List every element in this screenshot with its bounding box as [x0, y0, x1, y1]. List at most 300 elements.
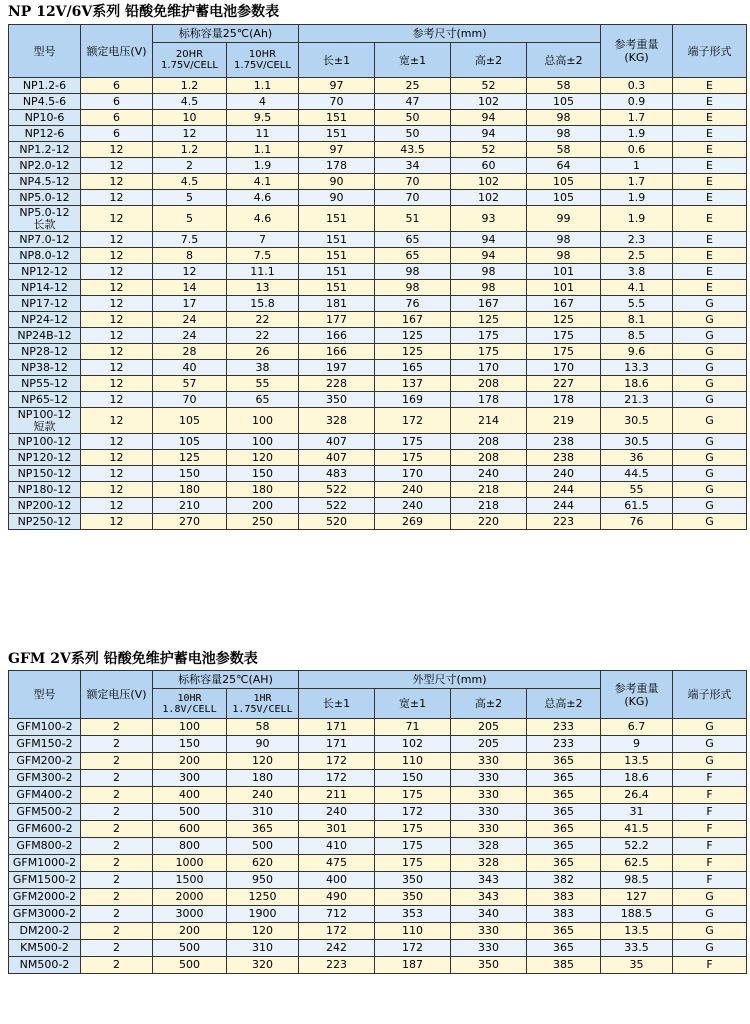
- cell-capacity-b: 38: [227, 360, 299, 376]
- cell-total-height: 98: [527, 248, 601, 264]
- cell-capacity-a: 8: [153, 248, 227, 264]
- cell-width: 125: [375, 344, 451, 360]
- cell-height: 208: [451, 434, 527, 450]
- table-row: [9, 312, 747, 328]
- cell-terminal: E: [673, 94, 747, 110]
- header-height: 高±2: [451, 43, 527, 78]
- cell-length: 70: [299, 94, 375, 110]
- cell-capacity-b: 4.6: [227, 190, 299, 206]
- cell-capacity-b: 11.1: [227, 264, 299, 280]
- cell-terminal: F: [673, 821, 747, 838]
- cell-height: 330: [451, 923, 527, 940]
- cell-length: 223: [299, 957, 375, 974]
- cell-model: NP8.0-12: [9, 248, 81, 264]
- cell-model: NP100-12: [9, 434, 81, 450]
- cell-capacity-a: 150: [153, 466, 227, 482]
- cell-voltage: 12: [81, 360, 153, 376]
- cell-terminal: G: [673, 482, 747, 498]
- table-row: [9, 248, 747, 264]
- cell-terminal: F: [673, 957, 747, 974]
- cell-width: 240: [375, 482, 451, 498]
- cell-total-height: 365: [527, 770, 601, 787]
- cell-voltage: 2: [81, 838, 153, 855]
- cell-total-height: 175: [527, 328, 601, 344]
- cell-height: 330: [451, 940, 527, 957]
- cell-voltage: 2: [81, 787, 153, 804]
- cell-capacity-b: 7.5: [227, 248, 299, 264]
- cell-voltage: 12: [81, 498, 153, 514]
- header-width: 宽±1: [375, 43, 451, 78]
- table-row: [9, 296, 747, 312]
- table-row: [9, 482, 747, 498]
- table-row: [9, 408, 747, 434]
- cell-voltage: 2: [81, 770, 153, 787]
- cell-capacity-b: 65: [227, 392, 299, 408]
- cell-height: 102: [451, 174, 527, 190]
- cell-capacity-b: 320: [227, 957, 299, 974]
- cell-total-height: 244: [527, 482, 601, 498]
- cell-weight: 127: [601, 889, 673, 906]
- cell-total-height: 233: [527, 736, 601, 753]
- cell-weight: 30.5: [601, 434, 673, 450]
- cell-voltage: 12: [81, 174, 153, 190]
- cell-length: 151: [299, 110, 375, 126]
- cell-model: DM200-2: [9, 923, 81, 940]
- cell-weight: 62.5: [601, 855, 673, 872]
- cell-weight: 1.7: [601, 110, 673, 126]
- cell-height: 340: [451, 906, 527, 923]
- cell-weight: 41.5: [601, 821, 673, 838]
- cell-width: 98: [375, 264, 451, 280]
- cell-voltage: 12: [81, 312, 153, 328]
- cell-capacity-b: 620: [227, 855, 299, 872]
- cell-model: NP12-6: [9, 126, 81, 142]
- cell-width: 110: [375, 753, 451, 770]
- cell-model: GFM400-2: [9, 787, 81, 804]
- cell-height: 208: [451, 376, 527, 392]
- cell-height: 52: [451, 78, 527, 94]
- table-row: [9, 889, 747, 906]
- cell-model: NP200-12: [9, 498, 81, 514]
- header-cap-1hr: 1HR 1.75V/CELL: [227, 689, 299, 719]
- cell-model: NP100-12 短款: [9, 408, 81, 434]
- header-capacity: 标称容量25℃(AH): [153, 671, 299, 689]
- cell-capacity-b: 250: [227, 514, 299, 530]
- cell-weight: 0.6: [601, 142, 673, 158]
- cell-weight: 2.3: [601, 232, 673, 248]
- cell-capacity-b: 55: [227, 376, 299, 392]
- cell-voltage: 6: [81, 126, 153, 142]
- table-row: [9, 753, 747, 770]
- cell-capacity-a: 2: [153, 158, 227, 174]
- cell-voltage: 2: [81, 940, 153, 957]
- cell-capacity-b: 100: [227, 434, 299, 450]
- cell-voltage: 12: [81, 206, 153, 232]
- cell-width: 50: [375, 110, 451, 126]
- cell-width: 50: [375, 126, 451, 142]
- cell-capacity-a: 600: [153, 821, 227, 838]
- table-row: [9, 736, 747, 753]
- cell-total-height: 58: [527, 142, 601, 158]
- cell-weight: 13.5: [601, 753, 673, 770]
- cell-capacity-a: 1500: [153, 872, 227, 889]
- cell-model: NP4.5-6: [9, 94, 81, 110]
- cell-voltage: 12: [81, 264, 153, 280]
- cell-capacity-b: 26: [227, 344, 299, 360]
- cell-length: 483: [299, 466, 375, 482]
- cell-total-height: 365: [527, 855, 601, 872]
- table-row: [9, 514, 747, 530]
- gfm-spec-table: [8, 670, 747, 974]
- cell-terminal: E: [673, 248, 747, 264]
- cell-terminal: E: [673, 264, 747, 280]
- cell-weight: 55: [601, 482, 673, 498]
- cell-total-height: 99: [527, 206, 601, 232]
- cell-voltage: 2: [81, 906, 153, 923]
- cell-height: 343: [451, 889, 527, 906]
- cell-capacity-a: 800: [153, 838, 227, 855]
- cell-length: 166: [299, 328, 375, 344]
- cell-height: 170: [451, 360, 527, 376]
- cell-capacity-b: 4: [227, 94, 299, 110]
- cell-voltage: 2: [81, 855, 153, 872]
- cell-height: 205: [451, 736, 527, 753]
- cell-model: NP4.5-12: [9, 174, 81, 190]
- cell-voltage: 6: [81, 110, 153, 126]
- header-dimensions: 外型尺寸(mm): [299, 671, 601, 689]
- cell-voltage: 2: [81, 923, 153, 940]
- cell-width: 169: [375, 392, 451, 408]
- cell-width: 350: [375, 872, 451, 889]
- cell-weight: 8.5: [601, 328, 673, 344]
- cell-capacity-a: 1.2: [153, 78, 227, 94]
- cell-weight: 9: [601, 736, 673, 753]
- cell-width: 269: [375, 514, 451, 530]
- cell-capacity-b: 13: [227, 280, 299, 296]
- cell-weight: 18.6: [601, 376, 673, 392]
- cell-model: GFM150-2: [9, 736, 81, 753]
- cell-terminal: G: [673, 923, 747, 940]
- cell-width: 70: [375, 190, 451, 206]
- cell-length: 407: [299, 434, 375, 450]
- table-row: [9, 906, 747, 923]
- cell-weight: 18.6: [601, 770, 673, 787]
- cell-total-height: 175: [527, 344, 601, 360]
- cell-capacity-a: 105: [153, 408, 227, 434]
- cell-capacity-a: 1.2: [153, 142, 227, 158]
- cell-model: NP17-12: [9, 296, 81, 312]
- cell-terminal: G: [673, 344, 747, 360]
- cell-capacity-a: 180: [153, 482, 227, 498]
- cell-capacity-a: 4.5: [153, 174, 227, 190]
- cell-length: 97: [299, 142, 375, 158]
- header-terminal: 端子形式: [673, 25, 747, 78]
- cell-model: GFM1000-2: [9, 855, 81, 872]
- header-voltage: 额定电压(V): [81, 671, 153, 719]
- cell-width: 110: [375, 923, 451, 940]
- cell-voltage: 12: [81, 482, 153, 498]
- cell-terminal: G: [673, 312, 747, 328]
- table-row: [9, 787, 747, 804]
- cell-length: 166: [299, 344, 375, 360]
- cell-length: 407: [299, 450, 375, 466]
- header-width: 宽±1: [375, 689, 451, 719]
- cell-terminal: E: [673, 174, 747, 190]
- table-row: [9, 174, 747, 190]
- cell-voltage: 12: [81, 466, 153, 482]
- cell-weight: 1.9: [601, 126, 673, 142]
- table-row: [9, 838, 747, 855]
- cell-height: 214: [451, 408, 527, 434]
- cell-capacity-b: 1.1: [227, 142, 299, 158]
- cell-height: 330: [451, 770, 527, 787]
- cell-capacity-a: 70: [153, 392, 227, 408]
- cell-weight: 30.5: [601, 408, 673, 434]
- cell-terminal: G: [673, 376, 747, 392]
- cell-capacity-b: 22: [227, 312, 299, 328]
- cell-width: 125: [375, 328, 451, 344]
- cell-total-height: 167: [527, 296, 601, 312]
- cell-capacity-a: 12: [153, 264, 227, 280]
- cell-capacity-b: 4.6: [227, 206, 299, 232]
- cell-capacity-a: 300: [153, 770, 227, 787]
- cell-voltage: 2: [81, 804, 153, 821]
- table-row: [9, 804, 747, 821]
- cell-voltage: 2: [81, 719, 153, 736]
- cell-height: 350: [451, 957, 527, 974]
- cell-capacity-b: 100: [227, 408, 299, 434]
- cell-total-height: 365: [527, 838, 601, 855]
- cell-weight: 0.9: [601, 94, 673, 110]
- cell-voltage: 6: [81, 94, 153, 110]
- cell-terminal: G: [673, 360, 747, 376]
- cell-width: 187: [375, 957, 451, 974]
- cell-terminal: F: [673, 804, 747, 821]
- cell-width: 76: [375, 296, 451, 312]
- cell-model: NP150-12: [9, 466, 81, 482]
- cell-length: 522: [299, 482, 375, 498]
- cell-total-height: 98: [527, 126, 601, 142]
- cell-model: NP14-12: [9, 280, 81, 296]
- cell-terminal: G: [673, 434, 747, 450]
- cell-capacity-b: 150: [227, 466, 299, 482]
- table-row: [9, 94, 747, 110]
- header-cap-10hr: 10HR 1.8V/CELL: [153, 689, 227, 719]
- cell-total-height: 105: [527, 94, 601, 110]
- header-model: 型号: [9, 25, 81, 78]
- table-row: [9, 434, 747, 450]
- cell-total-height: 365: [527, 940, 601, 957]
- cell-terminal: G: [673, 450, 747, 466]
- cell-model: GFM600-2: [9, 821, 81, 838]
- cell-capacity-a: 57: [153, 376, 227, 392]
- header-cap-20hr: 20HR 1.75V/CELL: [153, 43, 227, 78]
- cell-height: 94: [451, 126, 527, 142]
- cell-voltage: 12: [81, 296, 153, 312]
- cell-weight: 4.1: [601, 280, 673, 296]
- cell-capacity-b: 180: [227, 482, 299, 498]
- header-model: 型号: [9, 671, 81, 719]
- cell-capacity-a: 500: [153, 940, 227, 957]
- table-row: [9, 126, 747, 142]
- cell-terminal: F: [673, 838, 747, 855]
- cell-weight: 6.7: [601, 719, 673, 736]
- cell-terminal: E: [673, 206, 747, 232]
- header-height: 高±2: [451, 689, 527, 719]
- cell-length: 490: [299, 889, 375, 906]
- cell-voltage: 2: [81, 889, 153, 906]
- cell-weight: 31: [601, 804, 673, 821]
- header-dimensions: 参考尺寸(mm): [299, 25, 601, 43]
- cell-terminal: E: [673, 158, 747, 174]
- cell-terminal: G: [673, 940, 747, 957]
- cell-width: 167: [375, 312, 451, 328]
- cell-weight: 76: [601, 514, 673, 530]
- cell-width: 172: [375, 940, 451, 957]
- cell-length: 151: [299, 280, 375, 296]
- cell-voltage: 12: [81, 328, 153, 344]
- header-cap-10hr: 10HR 1.75V/CELL: [227, 43, 299, 78]
- cell-terminal: G: [673, 408, 747, 434]
- cell-voltage: 12: [81, 344, 153, 360]
- cell-height: 218: [451, 498, 527, 514]
- cell-terminal: E: [673, 190, 747, 206]
- table-row: [9, 190, 747, 206]
- cell-weight: 3.8: [601, 264, 673, 280]
- cell-height: 175: [451, 344, 527, 360]
- np-table-title: NP 12V/6V系列 铅酸免维护蓄电池参数表: [8, 4, 280, 20]
- table-row: [9, 923, 747, 940]
- cell-model: GFM300-2: [9, 770, 81, 787]
- cell-width: 175: [375, 855, 451, 872]
- cell-model: NP120-12: [9, 450, 81, 466]
- table-row: [9, 821, 747, 838]
- cell-total-height: 98: [527, 110, 601, 126]
- cell-model: GFM100-2: [9, 719, 81, 736]
- cell-terminal: G: [673, 328, 747, 344]
- cell-height: 220: [451, 514, 527, 530]
- cell-capacity-b: 200: [227, 498, 299, 514]
- header-length: 长±1: [299, 43, 375, 78]
- cell-terminal: F: [673, 770, 747, 787]
- cell-capacity-b: 310: [227, 804, 299, 821]
- table-row: [9, 957, 747, 974]
- cell-width: 43.5: [375, 142, 451, 158]
- cell-model: KM500-2: [9, 940, 81, 957]
- cell-capacity-b: 950: [227, 872, 299, 889]
- cell-weight: 1.7: [601, 174, 673, 190]
- cell-terminal: E: [673, 280, 747, 296]
- cell-capacity-a: 5: [153, 190, 227, 206]
- cell-capacity-a: 28: [153, 344, 227, 360]
- cell-width: 51: [375, 206, 451, 232]
- cell-width: 98: [375, 280, 451, 296]
- cell-length: 90: [299, 174, 375, 190]
- cell-capacity-b: 11: [227, 126, 299, 142]
- cell-capacity-a: 5: [153, 206, 227, 232]
- cell-voltage: 12: [81, 280, 153, 296]
- cell-voltage: 6: [81, 78, 153, 94]
- cell-model: NP1.2-12: [9, 142, 81, 158]
- cell-model: NP2.0-12: [9, 158, 81, 174]
- cell-total-height: 365: [527, 753, 601, 770]
- cell-voltage: 12: [81, 142, 153, 158]
- cell-capacity-a: 24: [153, 312, 227, 328]
- cell-width: 70: [375, 174, 451, 190]
- cell-capacity-a: 200: [153, 923, 227, 940]
- cell-capacity-a: 12: [153, 126, 227, 142]
- cell-voltage: 12: [81, 190, 153, 206]
- cell-capacity-b: 7: [227, 232, 299, 248]
- cell-voltage: 12: [81, 376, 153, 392]
- cell-length: 400: [299, 872, 375, 889]
- table-row: [9, 158, 747, 174]
- cell-length: 172: [299, 923, 375, 940]
- cell-voltage: 12: [81, 248, 153, 264]
- cell-model: GFM1500-2: [9, 872, 81, 889]
- cell-length: 301: [299, 821, 375, 838]
- cell-capacity-a: 7.5: [153, 232, 227, 248]
- cell-total-height: 365: [527, 821, 601, 838]
- cell-weight: 52.2: [601, 838, 673, 855]
- cell-capacity-a: 270: [153, 514, 227, 530]
- cell-capacity-a: 125: [153, 450, 227, 466]
- cell-total-height: 244: [527, 498, 601, 514]
- cell-weight: 8.1: [601, 312, 673, 328]
- cell-total-height: 105: [527, 190, 601, 206]
- cell-height: 102: [451, 190, 527, 206]
- cell-terminal: G: [673, 392, 747, 408]
- cell-weight: 5.5: [601, 296, 673, 312]
- cell-width: 47: [375, 94, 451, 110]
- cell-total-height: 382: [527, 872, 601, 889]
- cell-terminal: G: [673, 889, 747, 906]
- header-weight: 参考重量 (KG): [601, 671, 673, 719]
- cell-length: 228: [299, 376, 375, 392]
- cell-model: NP5.0-12 长款: [9, 206, 81, 232]
- cell-capacity-a: 400: [153, 787, 227, 804]
- cell-capacity-b: 500: [227, 838, 299, 855]
- cell-weight: 1.9: [601, 206, 673, 232]
- cell-height: 102: [451, 94, 527, 110]
- cell-width: 65: [375, 232, 451, 248]
- cell-capacity-b: 180: [227, 770, 299, 787]
- cell-length: 151: [299, 248, 375, 264]
- cell-model: NP24B-12: [9, 328, 81, 344]
- cell-terminal: F: [673, 787, 747, 804]
- cell-length: 475: [299, 855, 375, 872]
- cell-terminal: G: [673, 514, 747, 530]
- cell-weight: 13.5: [601, 923, 673, 940]
- cell-length: 197: [299, 360, 375, 376]
- table-row: [9, 719, 747, 736]
- cell-capacity-a: 10: [153, 110, 227, 126]
- cell-width: 172: [375, 408, 451, 434]
- cell-model: GFM3000-2: [9, 906, 81, 923]
- table-row: [9, 498, 747, 514]
- table-row: [9, 360, 747, 376]
- cell-voltage: 2: [81, 821, 153, 838]
- cell-height: 94: [451, 232, 527, 248]
- cell-weight: 9.6: [601, 344, 673, 360]
- cell-weight: 98.5: [601, 872, 673, 889]
- cell-weight: 1: [601, 158, 673, 174]
- cell-terminal: F: [673, 872, 747, 889]
- header-weight: 参考重量 (KG): [601, 25, 673, 78]
- cell-terminal: E: [673, 142, 747, 158]
- table-row: [9, 855, 747, 872]
- cell-total-height: 125: [527, 312, 601, 328]
